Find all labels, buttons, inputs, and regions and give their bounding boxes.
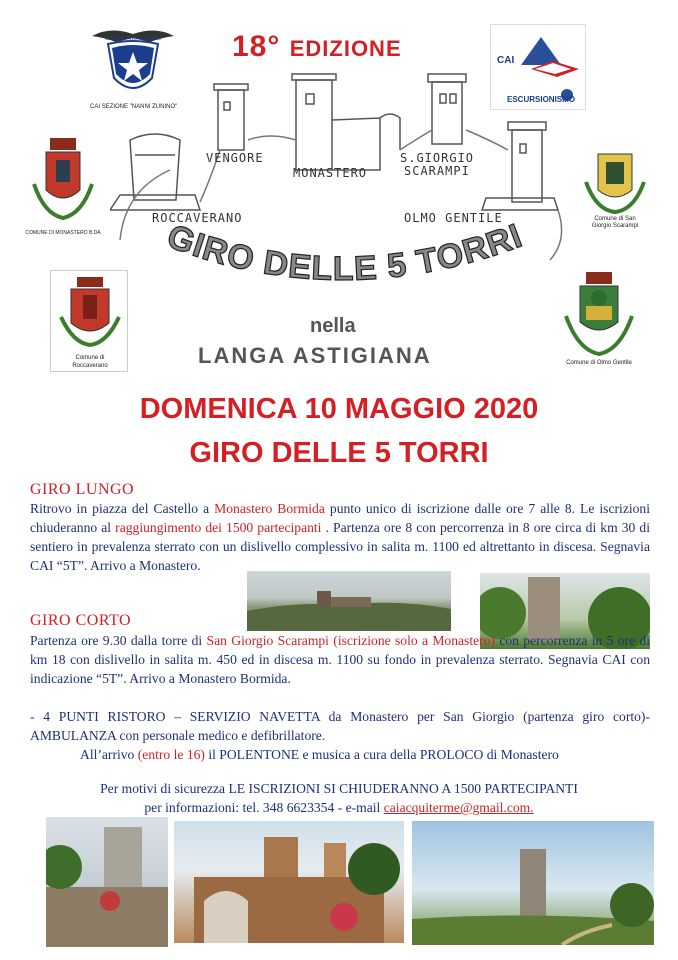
cai-right-label: CAI bbox=[497, 55, 515, 66]
edition-word: EDIZIONE bbox=[289, 36, 402, 61]
region-title: LANGA ASTIGIANA bbox=[198, 343, 432, 368]
contact-info bbox=[0, 798, 678, 817]
safety-b: LE ISCRIZIONI SI CHIUDERANNO A 1500 PARTECIPANTI bbox=[228, 781, 578, 796]
giro-corto-p1: Partenza ore 9.30 dalla torre di bbox=[30, 633, 207, 648]
coat-of-arms-icon bbox=[51, 271, 129, 347]
contact-text: per informazioni: tel. 348 6623354 - e-mail bbox=[144, 800, 384, 815]
giro-lungo-p1: Ritrovo in piazza del Castello a bbox=[30, 501, 215, 516]
crest-monastero-caption: COMUNE DI MONASTERO B.DA bbox=[25, 230, 101, 236]
cai-section-caption: CAI SEZIONE "NANNI ZUNINO" bbox=[90, 104, 178, 110]
arrival-b: il POLENTONE e musica a cura della PROLOCO di Monastero bbox=[204, 747, 559, 762]
giro-corto-title: GIRO CORTO bbox=[30, 612, 132, 629]
giro-corto-p1-red: San Giorgio Scarampi (iscrizione solo a Monastero) bbox=[206, 633, 495, 648]
safety-a: Per motivi di sicurezza bbox=[100, 781, 229, 796]
photo-monastero-landscape bbox=[247, 571, 451, 631]
giro-lungo-p3: . Partenza ore 8 con percorrenza in 8 ore circa di km 30 di sentiero in prevalenza sterrato con un dislivello complessivo in salita m. 1100 ed altrettanto in discesa. Segnavia CAI “5T”. Arrivo a Monastero. bbox=[30, 520, 651, 573]
crest-san-giorgio bbox=[580, 146, 650, 232]
label-san-giorgio-1: S.GIORGIO bbox=[400, 151, 475, 165]
event-date: DOMENICA 10 MAGGIO 2020 bbox=[139, 393, 539, 425]
label-monastero: MONASTERO bbox=[293, 166, 368, 180]
email-link[interactable]: caiacquiterme@gmail.com. bbox=[383, 800, 534, 815]
giro-lungo-p1-red: Monastero Bormida bbox=[214, 501, 325, 516]
edition-title bbox=[232, 30, 402, 64]
tower-vengore-icon bbox=[214, 84, 248, 150]
coat-of-arms-icon bbox=[580, 146, 650, 216]
crest-san-giorgio-caption-2: Giorgio Scarampi bbox=[591, 223, 639, 229]
tower-monastero-icon bbox=[292, 74, 400, 170]
label-vengore: VENGORE bbox=[206, 151, 264, 165]
giro-lungo-p2: punto unico di iscrizione dalle ore 7 alle 8. Le iscrizioni chiuderanno al bbox=[30, 501, 650, 535]
photo-roccaverano-tower bbox=[46, 817, 168, 947]
giro-corto-text bbox=[30, 631, 650, 688]
crest-san-giorgio-caption-1: Comune di San bbox=[594, 216, 636, 222]
giro-lungo-title: GIRO LUNGO bbox=[30, 481, 135, 498]
arrival-text bbox=[80, 745, 660, 764]
arc-title bbox=[100, 190, 580, 320]
arrival-red: (entro le 16) bbox=[137, 747, 205, 762]
coat-of-arms-icon bbox=[556, 268, 642, 358]
nella-label: nella bbox=[310, 315, 356, 337]
arrival-a: All’arrivo bbox=[80, 747, 138, 762]
crest-roccaverano bbox=[50, 270, 128, 372]
event-subtitle: GIRO DELLE 5 TORRI bbox=[189, 437, 489, 469]
services-text: - 4 PUNTI RISTORO – SERVIZIO NAVETTA da Monastero per San Giorgio (partenza giro corto)- AMBULANZA con personale medico e defibrillatore. bbox=[30, 709, 650, 743]
svg-text:GIRO DELLE 5 TORRI bbox=[162, 217, 528, 288]
coat-of-arms-icon bbox=[24, 134, 102, 226]
crest-roccaverano-caption-1: Comune di bbox=[75, 355, 105, 361]
edition-number: 18° bbox=[232, 30, 281, 63]
cai-badge-text: CLUB ALPINO ITALIANO bbox=[104, 36, 162, 42]
photo-olmo-gentile-tower bbox=[412, 821, 654, 945]
giro-lungo-text bbox=[30, 499, 650, 575]
arc-title-text: GIRO DELLE 5 TORRI bbox=[162, 216, 528, 289]
crest-roccaverano-caption-2: Roccaverano bbox=[72, 363, 108, 369]
safety-notice bbox=[0, 779, 678, 798]
label-san-giorgio-2: SCARAMPI bbox=[404, 164, 470, 178]
photo-monastero-village bbox=[174, 821, 404, 943]
escursionismo-label: ESCURSIONISMO bbox=[507, 95, 576, 104]
label-olmo-gentile: OLMO GENTILE bbox=[404, 211, 503, 225]
giro-lungo-p2-red: raggiungimento dei 1500 partecipanti bbox=[115, 520, 322, 535]
crest-olmo-gentile bbox=[556, 268, 642, 370]
crest-monastero bbox=[24, 134, 102, 240]
label-roccaverano: ROCCAVERANO bbox=[152, 211, 243, 225]
tower-san-giorgio-icon bbox=[428, 74, 466, 144]
giro-corto-p2: con percorrenza in 5 ore di km 18 con dislivello in salita m. 450 ed in discesa m. 1100 su fondo in prevalenza sterrato. Segnavia CAI con indicazione “5T”. Arrivo a Monastero Bormida. bbox=[30, 633, 651, 686]
crest-olmo-caption: Comune di Olmo Gentile bbox=[566, 360, 632, 366]
